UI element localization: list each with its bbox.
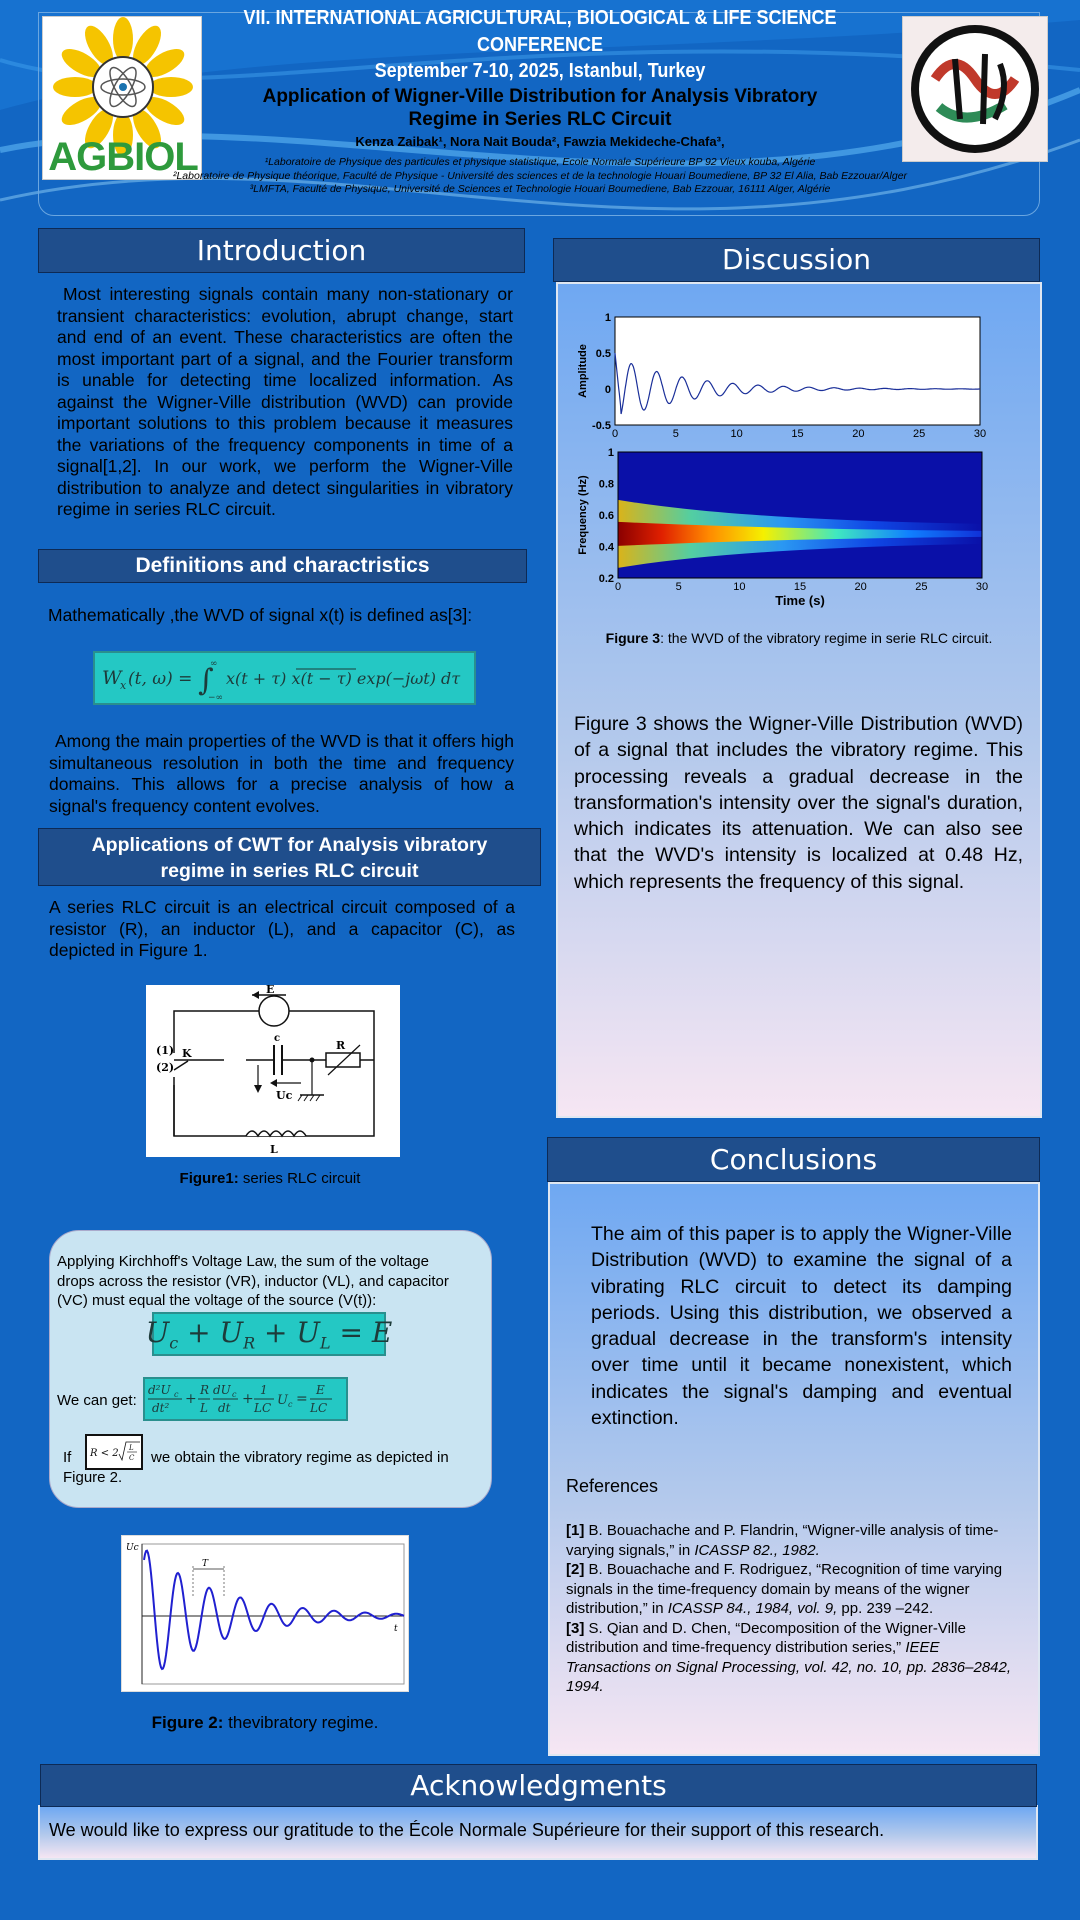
discussion-title: Discussion	[553, 238, 1040, 282]
svg-text:dt: dt	[217, 1401, 231, 1415]
reference-2-number: [2]	[566, 1561, 585, 1578]
amplitude-y-label: Amplitude	[577, 344, 589, 398]
svg-text:L: L	[199, 1401, 208, 1415]
fig2-damped-curve	[144, 1551, 404, 1669]
svg-text:dU: dU	[212, 1383, 231, 1397]
reference-3-number: [3]	[566, 1619, 585, 1637]
conclusions-text: The aim of this paper is to apply the Wigner-Ville Distribution (WVD) to examine the signal of a vibrating RLC circuit to detect its damping periods. Using this distribution, we observed a gradual decrease in the transform's intensity over time until it became nonexistent, which indicates the signal's damping and eventual extinction.	[591, 1223, 1012, 1430]
fig2-period-label: T	[202, 1559, 209, 1569]
amplitude-y-tick-2: 0.5	[595, 348, 611, 360]
heatmap-y-tick-4: 1	[607, 447, 614, 459]
figure3-caption	[556, 630, 1042, 646]
wvd-properties-text: Among the main properties of the WVD is that it offers high simultaneous resolution in both the time and frequency domains. This allows for a precise analysis of how a signal's frequency content evolves.	[49, 731, 514, 816]
fig2-time-label: t	[394, 1624, 398, 1634]
amplitude-plot-area	[615, 317, 980, 425]
figure3-amplitude-chart	[560, 305, 1000, 445]
amplitude-x-tick-2: 10	[730, 428, 743, 440]
introduction-text: Most interesting signals contain many non-stationary or transient characteristics: evolution, abrupt change, start and end of an event. These characteristics are often the most important part of a signal, and the Fourier transform is unable for detecting time localized information. As against the Wigner-Ville distribution (WVD) can provide important solutions to this problem because it measures the variations of the frequency components in time of a signal[1,2]. In our work, we perform the Wigner-Ville distribution to analyze and detect singularities in vibratory regime in series RLC circuit.	[57, 284, 513, 519]
reference-2-venue: ICASSP 84., 1984, vol. 9,	[667, 1600, 838, 1617]
reference-1-number: [1]	[566, 1522, 585, 1539]
logo-text: AGBIOL	[48, 135, 198, 179]
heatmap-x-tick-5: 25	[915, 581, 928, 593]
applications-title-line2: regime in series RLC circuit	[160, 860, 419, 882]
heatmap-x-tick-4: 20	[854, 581, 867, 593]
amplitude-y-tick-3: 1	[604, 312, 611, 324]
figure3-wvd-heatmap	[560, 440, 1000, 615]
if-text: If	[63, 1449, 72, 1466]
heatmap-y-tick-1: 0.4	[598, 541, 614, 554]
amplitude-y-tick-1: 0	[604, 384, 611, 396]
figure3-caption-label: Figure 3	[605, 630, 661, 646]
circuit-label-e: E	[266, 985, 275, 996]
heatmap-y-label: Frequency (Hz)	[577, 475, 589, 555]
circuit-label-uc: Uc	[276, 1089, 293, 1102]
svg-text:1: 1	[259, 1383, 268, 1397]
paper-title-line2: Regime in Series RLC Circuit	[408, 109, 672, 130]
acknowledgments-title: Acknowledgments	[40, 1764, 1037, 1807]
conference-date: September 7-10, 2025, Istanbul, Turkey	[374, 60, 706, 82]
amplitude-x-tick-4: 20	[852, 428, 865, 440]
svg-text:LC: LC	[309, 1401, 327, 1415]
reference-3	[566, 1619, 1016, 1697]
figure2-caption-label: Figure 2:	[151, 1713, 224, 1732]
svg-text:R: R	[199, 1383, 209, 1397]
reference-2-pages: pp. 239 –242.	[837, 1600, 934, 1617]
circuit-label-r: R	[336, 1039, 346, 1052]
svg-text:c: c	[173, 1390, 178, 1399]
figure2-plot	[121, 1535, 409, 1692]
svg-text:+: +	[184, 1391, 197, 1407]
definitions-title: Definitions and charactristics	[38, 549, 527, 583]
heatmap-x-tick-1: 5	[675, 581, 682, 593]
svg-text:−∞: −∞	[207, 693, 223, 702]
svg-text:W: W	[101, 667, 122, 689]
reference-2	[566, 1560, 1016, 1619]
svg-text:E: E	[315, 1383, 325, 1397]
heatmap-x-label: Time (s)	[775, 593, 825, 608]
figure1-caption	[120, 1170, 420, 1187]
svg-text:L: L	[129, 1444, 134, 1452]
we-can-get-text: We can get:	[57, 1392, 137, 1409]
reference-3-text: S. Qian and D. Chen, “Decomposition of the Wigner-Ville distribution and time-frequency distribution series,”	[566, 1619, 966, 1656]
svg-text:dt²: dt²	[151, 1401, 169, 1415]
svg-text:x: x	[119, 679, 126, 692]
svg-text:c: c	[287, 1400, 292, 1409]
svg-text:+: +	[241, 1391, 254, 1407]
affiliation-1: ¹Laboratoire de Physique des particules et physique statistique, Ecole Normale Supérieure BP 92 Vieux kouba, Algérie	[264, 156, 816, 168]
applications-title-line1: Applications of CWT for Analysis vibratory	[91, 834, 488, 856]
fig2-uc-label: Uc	[126, 1543, 139, 1553]
wvd-equation	[93, 651, 476, 705]
heatmap-x-tick-2: 10	[733, 581, 746, 593]
kvl-equation: $U_c + U_R + U_L = E$	[152, 1312, 386, 1356]
conference-name-line2: CONFERENCE	[476, 34, 603, 56]
acknowledgments-text: We would like to express our gratitude to the École Normale Supérieure for their support of this research.	[49, 1820, 885, 1840]
reference-1-text: B. Bouachache and P. Flandrin, “Wigner-ville analysis of time-varying signals,” in	[566, 1522, 999, 1559]
kirchhoff-text: Applying Kirchhoff's Voltage Law, the sum of the voltage drops across the resistor (VR), inductor (VL), and capacitor (VC) must equal the voltage of the source (V(t)):	[57, 1253, 449, 1309]
amplitude-y-tick-0: -0.5	[592, 420, 611, 432]
figure1-caption-text: series RLC circuit	[238, 1170, 361, 1187]
reference-2-text: B. Bouachache and F. Rodriguez, “Recognition of time varying signals in the time-frequency domain by means of the wigner distribution,” in	[566, 1561, 1003, 1617]
svg-text:∞: ∞	[209, 659, 217, 669]
heatmap-y-tick-0: 0.2	[598, 573, 614, 585]
references-list	[566, 1521, 1016, 1697]
figure2-caption	[90, 1713, 440, 1733]
amplitude-x-tick-3: 15	[791, 428, 804, 440]
conclusions-title: Conclusions	[547, 1137, 1040, 1182]
circuit-label-l: L	[270, 1143, 278, 1156]
paper-title-line1: Application of Wigner-Ville Distribution for Analysis Vibratory	[262, 86, 818, 107]
figure2-caption-text: thevibratory regime.	[223, 1713, 379, 1732]
reference-1	[566, 1521, 1016, 1560]
circuit-label-p2: (2)	[156, 1061, 175, 1074]
heatmap-x-tick-3: 15	[793, 581, 807, 593]
svg-text:R < 2: R < 2	[90, 1448, 119, 1459]
heatmap-x-tick-6: 30	[975, 581, 989, 593]
applications-title	[38, 828, 541, 886]
svg-text:x(t + τ) x(t − τ) exp(−jωt) dτ: x(t + τ) x(t − τ) exp(−jωt) dτ	[225, 669, 460, 688]
conference-name-line1: VII. INTERNATIONAL AGRICULTURAL, BIOLOGICAL & LIFE SCIENCE	[243, 7, 837, 29]
circuit-label-k: K	[182, 1047, 192, 1060]
svg-text:d²U: d²U	[147, 1383, 171, 1397]
definitions-text: Mathematically ,the WVD of signal x(t) is defined as[3]:	[48, 605, 473, 625]
calligraphy-seal-icon	[905, 19, 1045, 159]
figure1-circuit	[146, 985, 400, 1157]
svg-text:LC: LC	[253, 1401, 271, 1415]
university-seal	[902, 16, 1048, 162]
authors: Kenza Zaibak¹, Nora Nait Bouda², Fawzia Mekideche-Chafa³,	[355, 134, 725, 149]
amplitude-x-tick-5: 25	[913, 428, 926, 440]
discussion-text: Figure 3 shows the Wigner-Ville Distribution (WVD) of a signal that includes the vibratory regime. This processing reveals a gradual decrease in the transformation's intensity over the signal's duration, which indicates its attenuation. We can also see that the WVD's intensity is localized at 0.48 Hz, which represents the frequency of this signal.	[574, 713, 1023, 893]
reference-3-venue: IEEE Transactions on Signal Processing, vol. 42, no. 10, pp. 2836–2842, 1994.	[566, 1639, 1012, 1695]
reference-1-venue: ICASSP 82., 1982.	[694, 1541, 820, 1559]
heatmap-y-tick-2: 0.6	[598, 510, 614, 522]
svg-text:c: c	[231, 1390, 236, 1399]
affiliation-3: ³LMFTA, Faculté de Physique, Université de Sciences et Technologie Houari Boumediene, Bab Ezzouar, 16111 Alger, Algérie	[249, 183, 831, 195]
circuit-label-c: c	[274, 1033, 281, 1044]
vibratory-condition-text: we obtain the vibratory regime as depicted in Figure 2.	[63, 1449, 449, 1486]
svg-text:∫: ∫	[197, 663, 214, 698]
svg-text:=: =	[295, 1391, 308, 1407]
figure1-caption-label: Figure1:	[179, 1170, 239, 1187]
figure3-caption-text: : the WVD of the vibratory regime in serie RLC circuit.	[660, 630, 993, 646]
references-title: References	[566, 1476, 659, 1496]
rlc-description: A series RLC circuit is an electrical circuit composed of a resistor (R), an inductor (L), and a capacitor (C), as depicted in Figure 1.	[49, 897, 515, 960]
affiliation-2: ²Laboratoire de Physique théorique, Faculté de Physique - Université des sciences et de la technologie Houari Boumediene, BP 32 El Alia, Bab Ezzouar/Alger	[172, 170, 908, 182]
amplitude-x-tick-6: 30	[973, 428, 987, 440]
circuit-label-p1: (1)	[156, 1044, 175, 1057]
differential-equation	[143, 1377, 348, 1421]
amplitude-x-tick-1: 5	[672, 428, 679, 440]
svg-text:C: C	[129, 1454, 135, 1462]
heatmap-y-tick-3: 0.8	[598, 478, 614, 491]
heatmap-x-tick-0: 0	[614, 581, 622, 593]
svg-text:U: U	[276, 1393, 288, 1408]
introduction-title: Introduction	[38, 228, 525, 273]
amplitude-x-tick-0: 0	[611, 428, 619, 440]
svg-text:(t, ω) =: (t, ω) =	[127, 669, 192, 689]
